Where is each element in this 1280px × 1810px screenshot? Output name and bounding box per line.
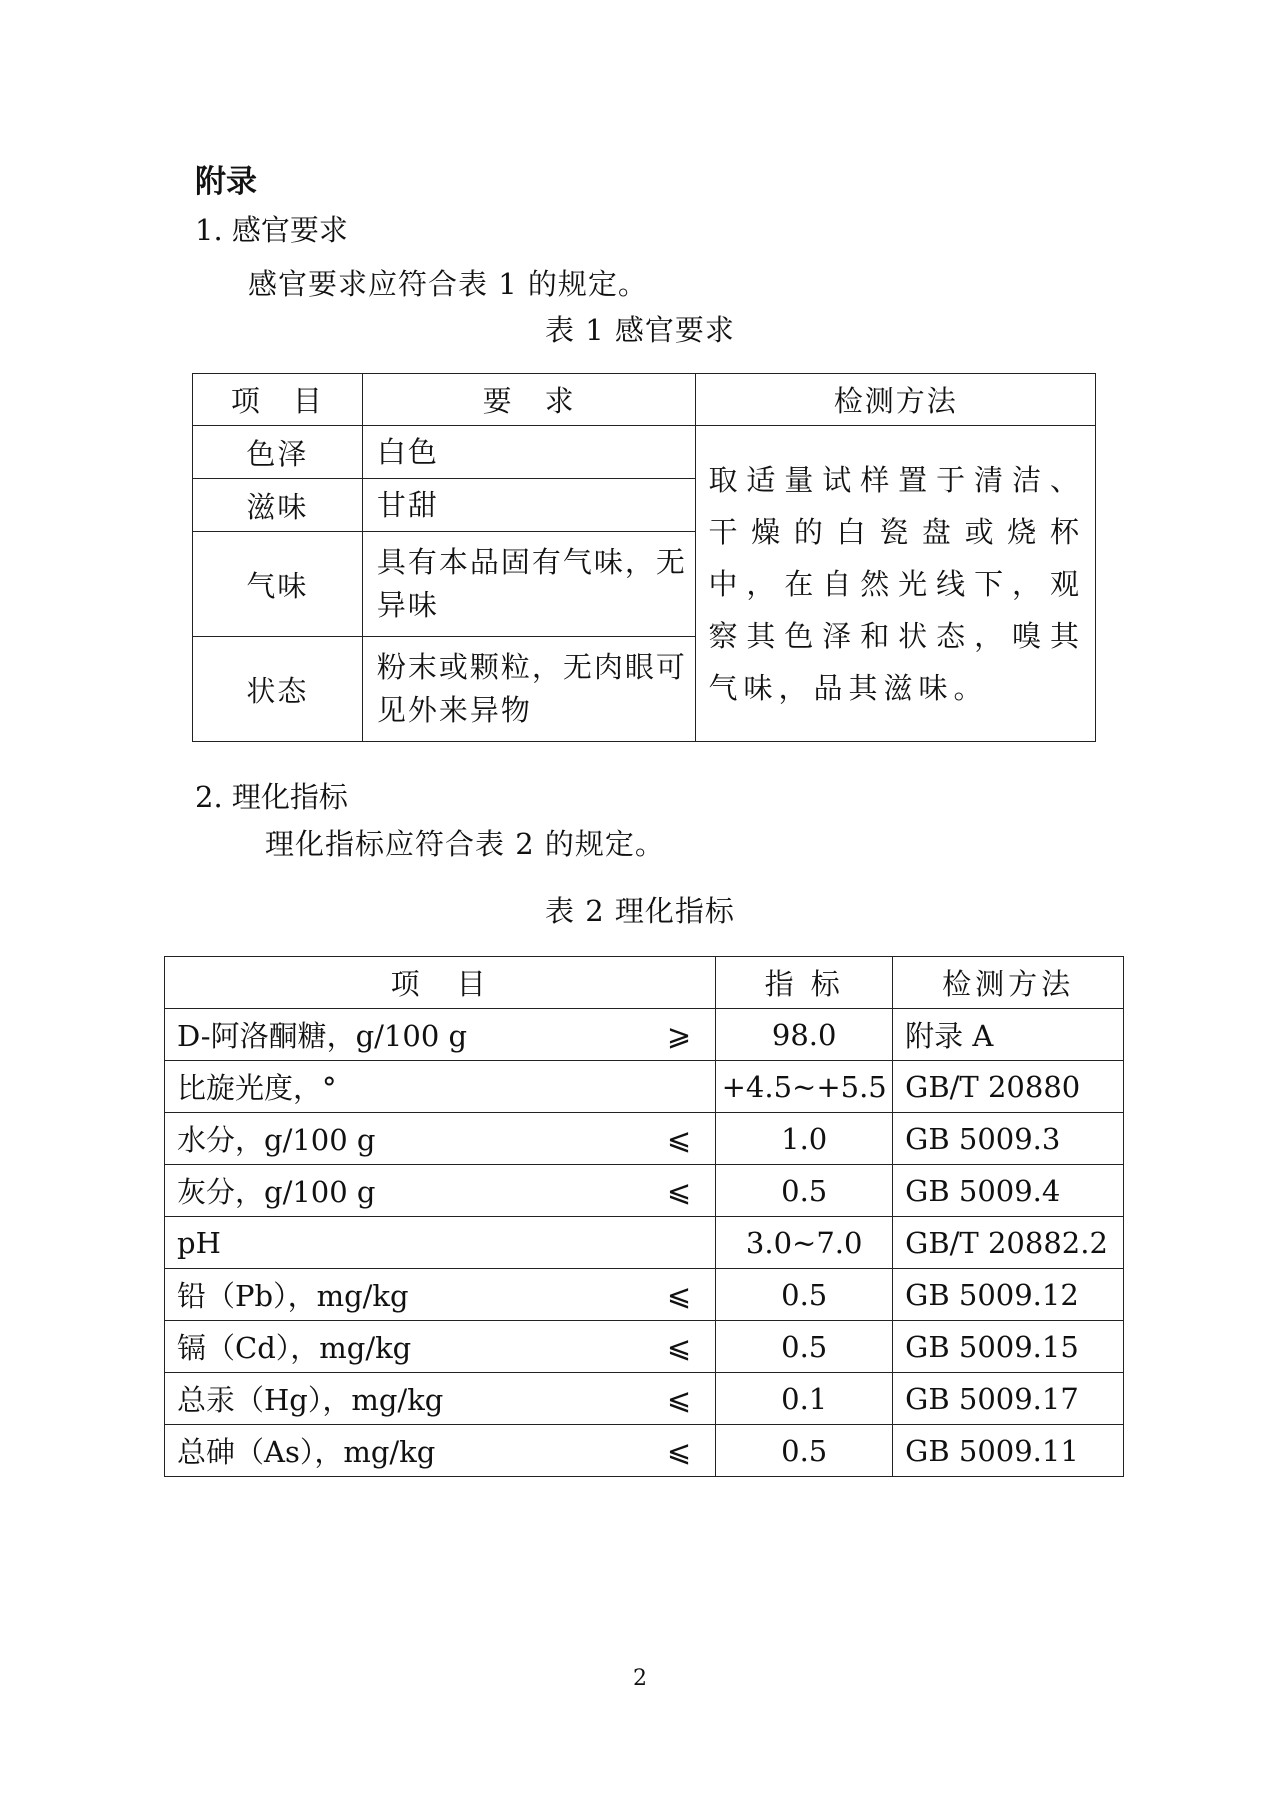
t2-symbol: ⩽ xyxy=(666,1277,692,1312)
t2-symbol: ⩽ xyxy=(666,1433,692,1468)
table-row xyxy=(193,426,1096,479)
t2-value: 0.1 xyxy=(716,1373,893,1425)
table-row xyxy=(165,1113,1124,1165)
t2-item: pH xyxy=(177,1225,221,1260)
table-row xyxy=(165,1269,1124,1321)
page-number: 2 xyxy=(633,1666,647,1691)
t2-item: 镉（Cd），mg/kg xyxy=(177,1331,412,1365)
table-row xyxy=(165,1373,1124,1425)
table1-caption: 表 1 感官要求 xyxy=(545,313,735,347)
t2-value: 0.5 xyxy=(716,1321,893,1373)
t1-item: 状态 xyxy=(193,637,363,742)
t2-value: 0.5 xyxy=(716,1269,893,1321)
t1-requirement: 白色 xyxy=(362,426,696,479)
t2-symbol: ⩽ xyxy=(666,1381,692,1416)
t2-item: 铅（Pb），mg/kg xyxy=(177,1279,409,1313)
t2-item: 比旋光度，° xyxy=(177,1071,337,1105)
t2-value: 0.5 xyxy=(716,1165,893,1217)
section2-heading: 2. 理化指标 xyxy=(195,780,348,814)
table-row xyxy=(165,1009,1124,1061)
table-row xyxy=(165,1425,1124,1477)
t2-item: 总汞（Hg），mg/kg xyxy=(177,1383,444,1417)
t1-requirement: 甘甜 xyxy=(362,479,696,532)
t2-value: +4.5~+5.5 xyxy=(716,1061,893,1113)
sensory-table xyxy=(192,373,1096,742)
t2-value: 98.0 xyxy=(716,1009,893,1061)
t2-method: GB 5009.3 xyxy=(893,1113,1124,1165)
t2-symbol: ⩽ xyxy=(666,1173,692,1208)
table-row xyxy=(165,1061,1124,1113)
table-row xyxy=(165,1217,1124,1269)
physicochemical-table xyxy=(164,956,1124,1477)
section1-intro: 感官要求应符合表 1 的规定。 xyxy=(248,267,648,301)
t1-header-item: 项 目 xyxy=(193,374,363,426)
t1-item: 色泽 xyxy=(193,426,363,479)
t2-item: 总砷（As），mg/kg xyxy=(177,1435,436,1469)
table-row xyxy=(165,1321,1124,1373)
t2-header-item: 项 目 xyxy=(165,957,716,1009)
t2-item: 灰分，g/100 g xyxy=(177,1175,376,1209)
t2-item: 水分，g/100 g xyxy=(177,1123,376,1157)
t2-header-method: 检测方法 xyxy=(893,957,1124,1009)
t2-method: GB 5009.11 xyxy=(893,1425,1124,1477)
t2-method: 附录 A xyxy=(893,1009,1124,1061)
t2-method: GB 5009.4 xyxy=(893,1165,1124,1217)
t2-value: 1.0 xyxy=(716,1113,893,1165)
t2-header-index: 指 标 xyxy=(716,957,893,1009)
t1-header-requirement: 要 求 xyxy=(362,374,696,426)
t1-item: 滋味 xyxy=(193,479,363,532)
section1-heading: 1. 感官要求 xyxy=(195,213,348,247)
appendix-title: 附录 xyxy=(195,164,257,200)
t2-symbol: ⩽ xyxy=(666,1329,692,1364)
t1-requirement: 粉末或颗粒，无肉眼可见外来异物 xyxy=(362,637,696,742)
table-row xyxy=(165,1165,1124,1217)
t2-value: 0.5 xyxy=(716,1425,893,1477)
t2-symbol: ⩾ xyxy=(666,1017,692,1052)
t2-value: 3.0~7.0 xyxy=(716,1217,893,1269)
t1-requirement: 具有本品固有气味，无异味 xyxy=(362,532,696,637)
t2-method: GB/T 20882.2 xyxy=(893,1217,1124,1269)
table2-caption: 表 2 理化指标 xyxy=(545,894,735,928)
t2-symbol: ⩽ xyxy=(666,1121,692,1156)
t2-method: GB 5009.15 xyxy=(893,1321,1124,1373)
t2-method: GB 5009.12 xyxy=(893,1269,1124,1321)
section2-intro: 理化指标应符合表 2 的规定。 xyxy=(265,827,665,861)
t1-method: 取适量试样置于清洁、干燥的白瓷盘或烧杯中，在自然光线下，观察其色泽和状态，嗅其气味，品其滋味。 xyxy=(696,426,1096,742)
t2-method: GB 5009.17 xyxy=(893,1373,1124,1425)
t2-item: D-阿洛酮糖，g/100 g xyxy=(177,1019,468,1053)
t1-item: 气味 xyxy=(193,532,363,637)
t2-method: GB/T 20880 xyxy=(893,1061,1124,1113)
t1-header-method: 检测方法 xyxy=(696,374,1096,426)
